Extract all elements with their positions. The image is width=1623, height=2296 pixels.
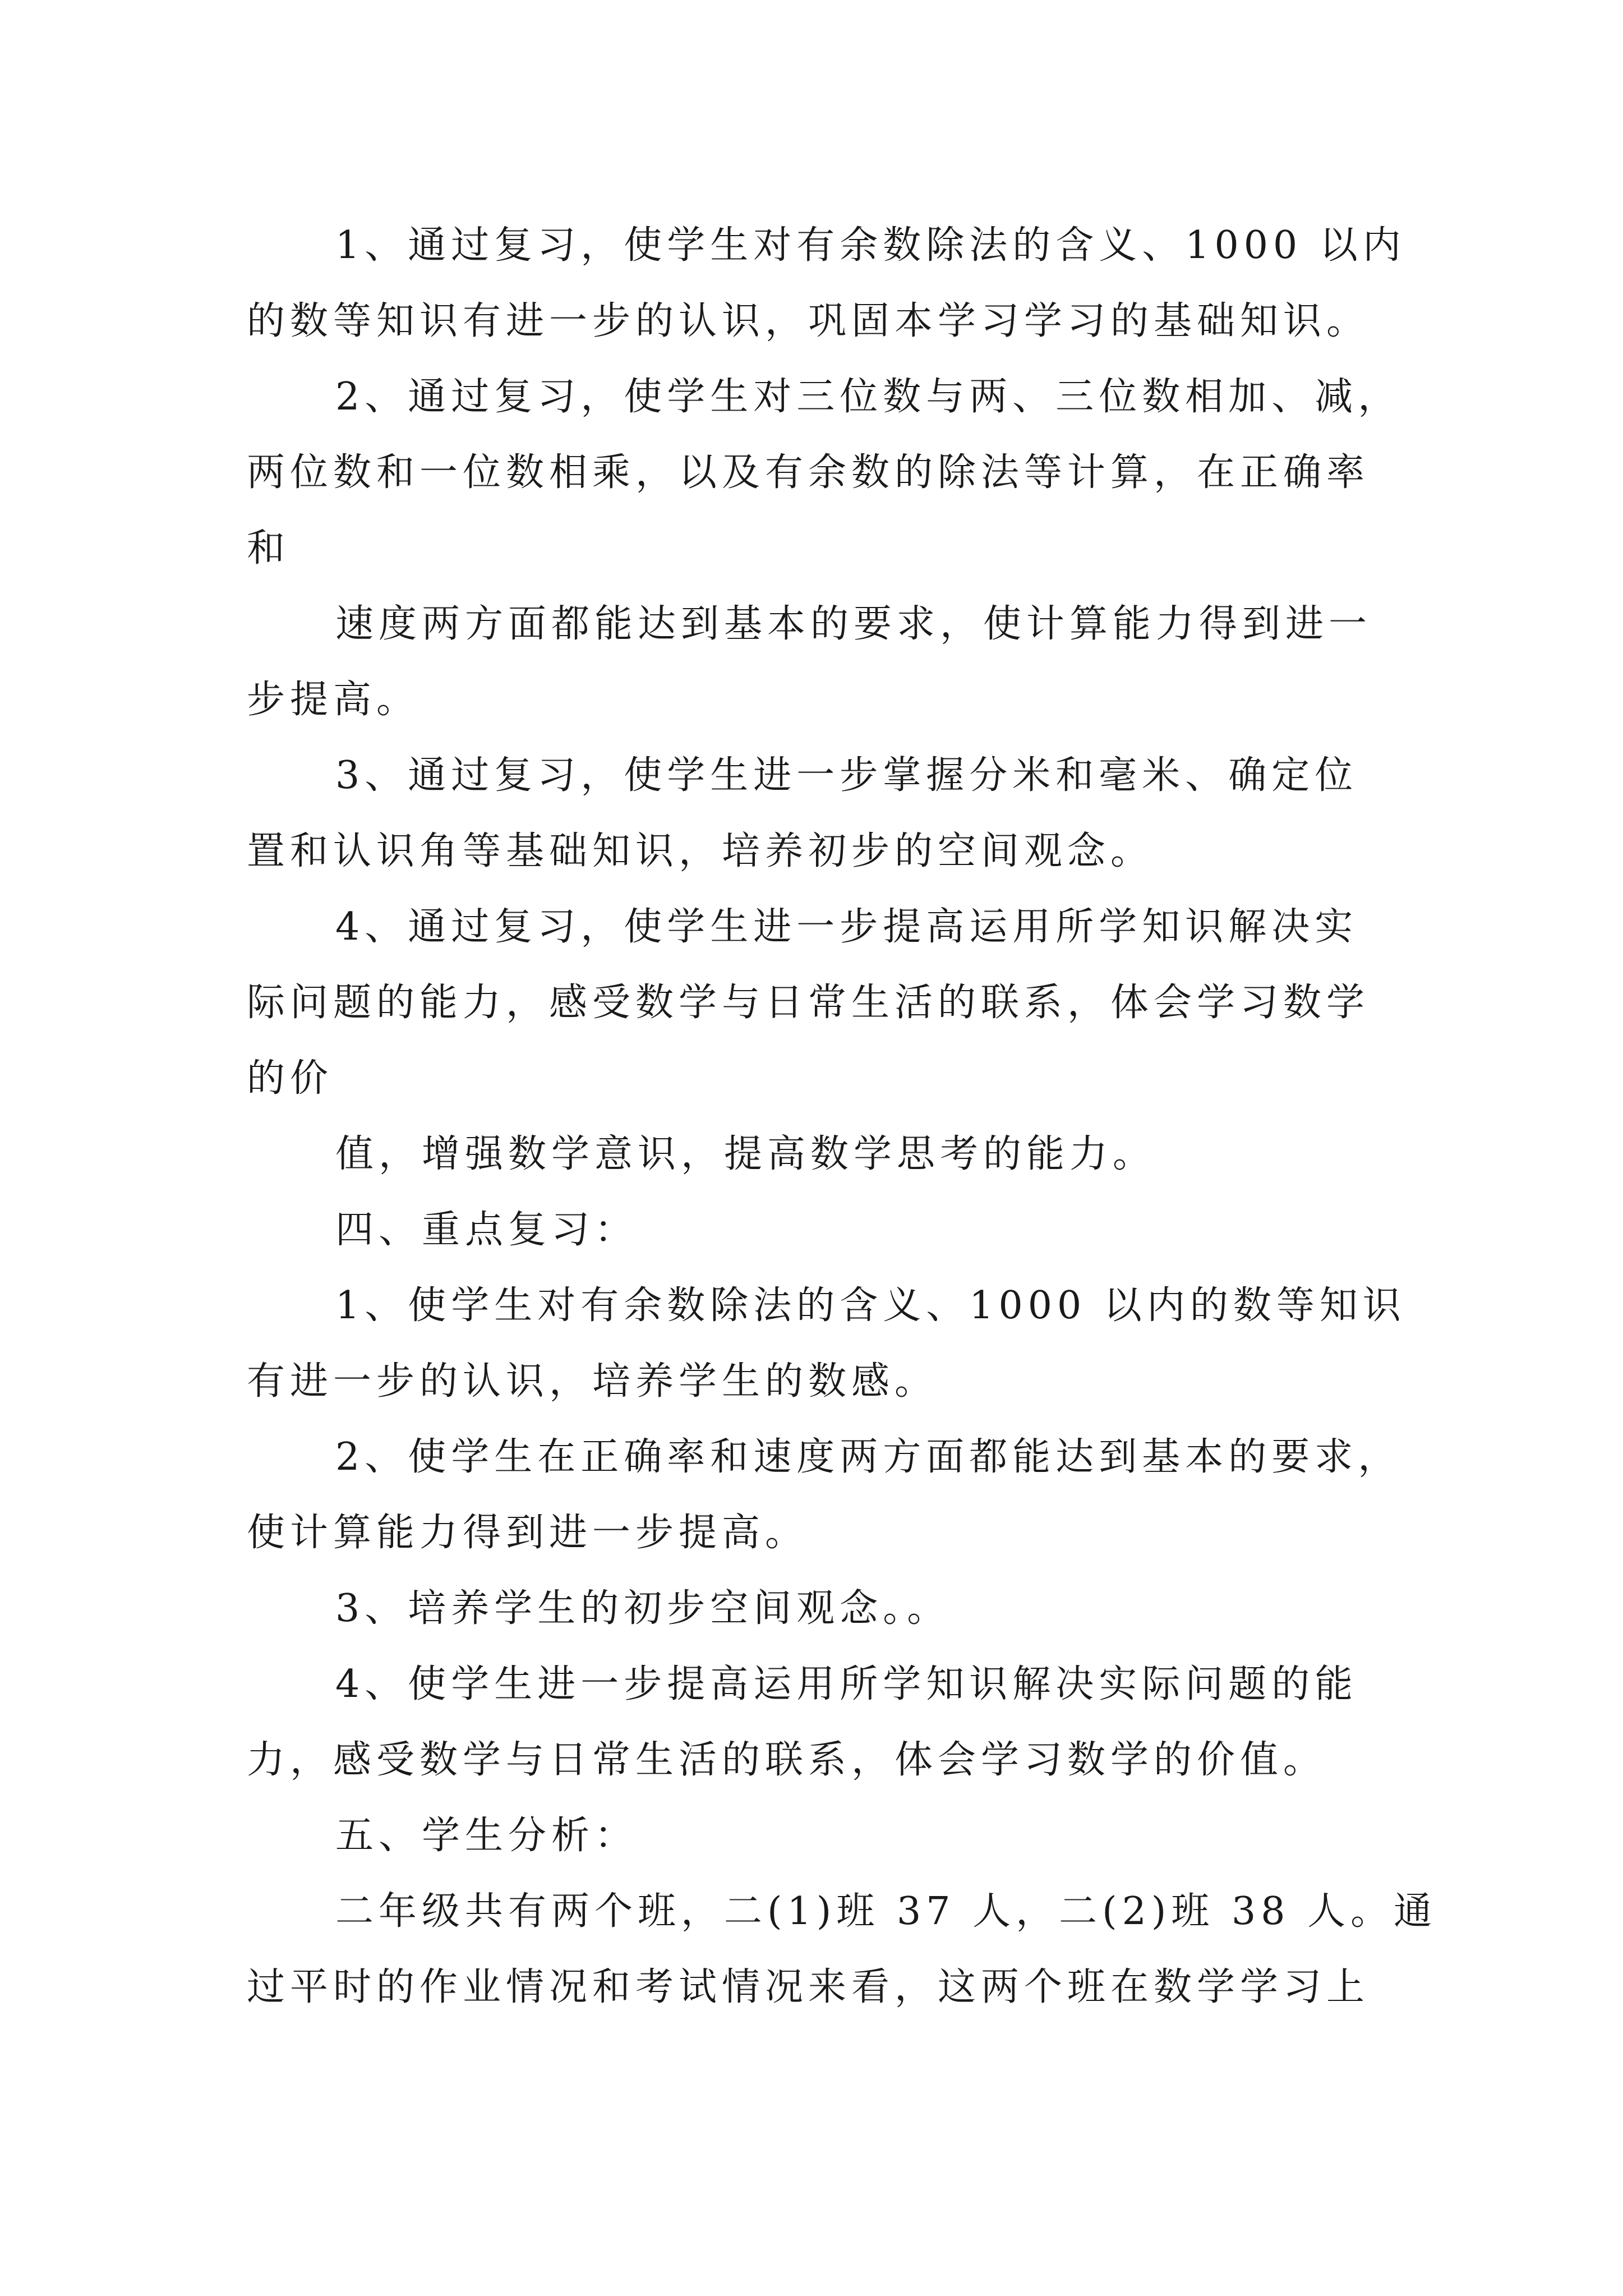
objective-3-line-1: 3、通过复习，使学生进一步掌握分米和毫米、确定位 — [335, 753, 1358, 798]
key-point-1-line-1: 1、使学生对有余数除法的含义、1000 以内的数等知识 — [335, 1283, 1406, 1328]
objective-2-line-2: 两位数和一位数相乘，以及有余数的除法等计算，在正确率 — [247, 450, 1370, 495]
objective-1-line-2: 的数等知识有进一步的认识，巩固本学习学习的基础知识。 — [247, 299, 1370, 343]
objective-1-line-1: 1、通过复习，使学生对有余数除法的含义、1000 以内 — [335, 223, 1406, 268]
key-point-2-line-2: 使计算能力得到进一步提高。 — [247, 1511, 809, 1555]
objective-4-line-4: 值，增强数学意识，提高数学思考的能力。 — [335, 1132, 1156, 1176]
analysis-line-2: 过平时的作业情况和考试情况来看，这两个班在数学学习上 — [247, 1965, 1370, 2009]
analysis-line-1: 二年级共有两个班，二(1)班 37 人，二(2)班 38 人。通 — [335, 1889, 1437, 1934]
objective-2-line-5: 步提高。 — [247, 678, 420, 722]
key-point-4-line-2: 力，感受数学与日常生活的联系，体会学习数学的价值。 — [247, 1738, 1327, 1782]
section-heading-key-review: 四、重点复习： — [335, 1208, 638, 1252]
objective-3-line-2: 置和认识角等基础知识，培养初步的空间观念。 — [247, 829, 1154, 873]
objective-2-line-3: 和 — [247, 526, 291, 570]
objective-4-line-3: 的价 — [247, 1056, 334, 1101]
key-point-4-line-1: 4、使学生进一步提高运用所学知识解决实际问题的能 — [335, 1662, 1358, 1706]
objective-2-line-1: 2、通过复习，使学生对三位数与两、三位数相加、减， — [335, 375, 1401, 419]
key-point-2-line-1: 2、使学生在正确率和速度两方面都能达到基本的要求， — [335, 1435, 1401, 1479]
key-point-1-line-2: 有进一步的认识，培养学生的数感。 — [247, 1359, 938, 1404]
key-point-3-line-1: 3、培养学生的初步空间观念。。 — [335, 1586, 951, 1631]
section-heading-student-analysis: 五、学生分析： — [335, 1814, 638, 1858]
objective-2-line-4: 速度两方面都能达到基本的要求，使计算能力得到进一 — [335, 602, 1372, 646]
objective-4-line-2: 际问题的能力，感受数学与日常生活的联系，体会学习数学 — [247, 981, 1370, 1025]
objective-4-line-1: 4、通过复习，使学生进一步提高运用所学知识解决实 — [335, 905, 1358, 949]
